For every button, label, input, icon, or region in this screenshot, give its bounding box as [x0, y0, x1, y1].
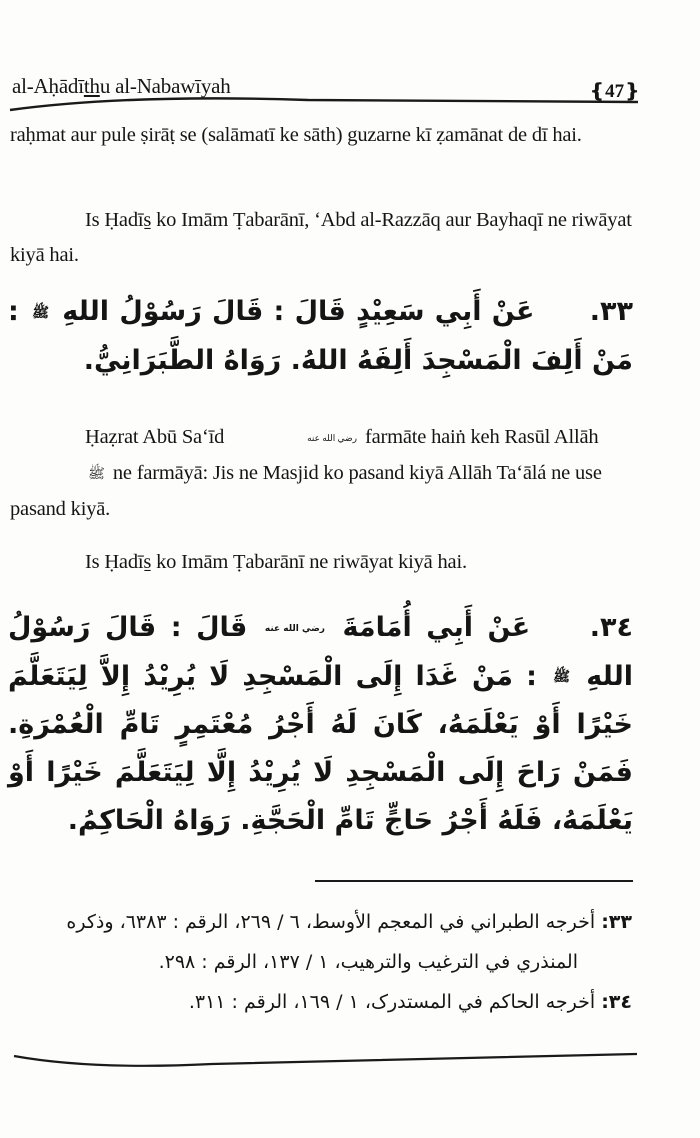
- salutation-icon: ﷺ: [88, 466, 105, 482]
- page-number-value: 47: [605, 81, 625, 102]
- footnote-33-line-1: أخرجه الطبراني في المعجم الأوسط، ٦ / ٢٦٩، الرقم : ٦٣٨٣، وذكره: [66, 911, 596, 933]
- header-rule: [8, 96, 638, 116]
- paragraph-narration-note-2: Is Ḥadīs̱ ko Imām Ṭabarānī ne riwāyat kiyā hai.: [85, 551, 467, 573]
- hadith-33-text-2: : مَنْ أَلِفَ الْمَسْجِدَ أَلِفَهُ اللهُ. رَوَاهُ الطَّبَرَانِيُّ.: [8, 296, 633, 376]
- book-title-underlined: th: [83, 74, 100, 98]
- salutation-icon: ﷺ: [553, 669, 571, 685]
- hadith-34-number: ٣٤.: [589, 612, 634, 643]
- translation-33-part-1: Ḥaẓrat Abū Sa‘īd: [85, 426, 225, 448]
- footnote-34: [20, 982, 632, 1022]
- translation-33-part-3: ne farmāyā: Jis ne Masjid ko pasand kiyā Allāh Ta‘ālá ne use pasand kiyā.: [10, 461, 602, 520]
- footnote-33: [20, 902, 632, 982]
- hadith-34: [8, 604, 633, 845]
- hadith-34-text-1: عَنْ أَبِي أُمَامَةَ: [342, 612, 531, 643]
- footnote-33-number: ٣٣:: [601, 911, 632, 933]
- hadith-33-number: ٣٣.: [589, 296, 633, 327]
- radiallahu-anhu-icon: رضي الله عنه: [264, 623, 325, 634]
- hadith-33: [8, 288, 633, 385]
- footnotes: [20, 902, 632, 1022]
- book-title-prefix: al-Aḥādī: [12, 74, 84, 98]
- ornament-right-icon: ❵: [624, 81, 640, 102]
- salutation-icon: ﷺ: [32, 304, 49, 321]
- paragraph-translation-33: [10, 420, 635, 527]
- hadith-34-text-2: قَالَ : قَالَ رَسُوْلُ اللهِ: [8, 612, 633, 692]
- paragraph-narration-note-1: Is Ḥadīs̱ ko Imām Ṭabarānī, ‘Abd al-Razzāq aur Bayhaqī ne riwāyat kiyā hai.: [10, 209, 632, 266]
- footnote-34-line-1: أخرجه الحاكم في المستدرک، ١ / ١٦٩، الرقم : ٣١١.: [188, 991, 596, 1013]
- footnote-34-number: ٣٤:: [601, 991, 632, 1013]
- radiallahu-anhu-icon: رضي الله عنه: [307, 432, 358, 443]
- hadith-34-text-3: : مَنْ غَدَا إِلَى الْمَسْجِدِ لَا يُرِيْدُ إِلاَّ لِيَتَعَلَّمَ خَيْرًا أَوْ يَعْلَمَهُ، كَانَ لَهُ أَجْرُ مُعْتَمِرٍ تَامِّ الْعُمْرَةِ. فَمَنْ رَاحَ إِلَى الْمَسْجِدِ لَا يُرِيْدُ إِلَّا لِيَتَعَلَّمَ خَيْرًا أَوْ يَعْلَمَهُ، فَلَهُ أَجْرُ حَاجٍّ تَامِّ الْحَجَّةِ. رَوَاهُ الْحَاكِمُ.: [8, 660, 633, 836]
- book-title-suffix: u al-Nabawīyah: [99, 74, 231, 98]
- paragraph-continuation: raḥmat aur pule ṣirāṭ se (salāmatī ke sāth) guzarne kī ẓamānat de dī hai.: [10, 124, 582, 146]
- hadith-33-text-1: عَنْ أَبِي سَعِيْدٍ قَالَ : قَالَ رَسُوْلُ اللهِ: [62, 296, 535, 327]
- footnote-separator: [315, 880, 633, 882]
- translation-33-part-2: farmāte haiṅ keh Rasūl Allāh: [364, 426, 599, 448]
- ornament-left-icon: ❴: [589, 81, 606, 102]
- footnote-33-line-2: المنذري في الترغيب والترهيب، ١ / ١٣٧، الرقم : ٢٩٨.: [158, 951, 578, 973]
- bottom-rule: [12, 1050, 637, 1070]
